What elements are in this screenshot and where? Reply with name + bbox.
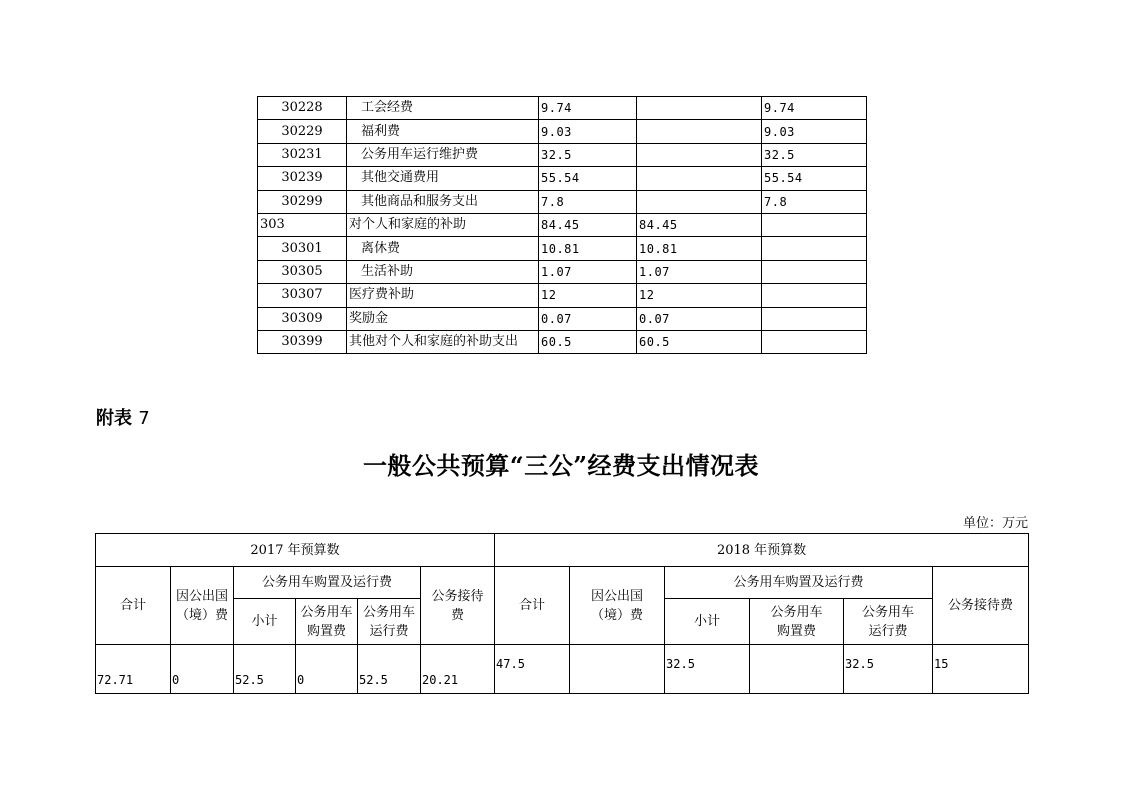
row-value-3: 32.5 (762, 143, 867, 166)
three-public-expenses-table (95, 533, 1029, 694)
header-2018-operation-line2: 运行费 (868, 623, 908, 639)
header-2018-subtotal: 小计 (665, 599, 750, 645)
header-2018-purchase (750, 599, 844, 645)
row-value-2: 1.07 (637, 260, 762, 283)
row-value-3: 7.8 (762, 190, 867, 213)
row-name: 工会经费 (347, 97, 539, 120)
table-row (258, 260, 867, 283)
table-row (258, 120, 867, 143)
row-code: 30299 (258, 190, 347, 213)
row-value-1: 84.45 (539, 213, 637, 236)
row-value-3 (762, 237, 867, 260)
header-2017-abroad-line2: （境）费 (175, 607, 228, 623)
row-value-3: 9.03 (762, 120, 867, 143)
row-name: 奖励金 (347, 307, 539, 330)
header-2018-abroad-line1: 因公出国 (591, 588, 644, 604)
value-2018-total: 47.5 (495, 645, 570, 694)
header-2018-reception: 公务接待费 (933, 567, 1029, 645)
header-2018-purchase-line1: 公务用车 (770, 604, 823, 620)
row-name: 其他交通费用 (347, 167, 539, 190)
row-value-2 (637, 143, 762, 166)
row-value-3 (762, 307, 867, 330)
header-2017-reception-line2: 费 (451, 607, 465, 623)
row-value-1: 9.03 (539, 120, 637, 143)
value-2018-operation: 32.5 (844, 645, 933, 694)
row-value-1: 0.07 (539, 307, 637, 330)
row-code: 30301 (258, 237, 347, 260)
header-2017-total: 合计 (96, 567, 171, 645)
row-code: 30229 (258, 120, 347, 143)
header-2018: 2018 年预算数 (495, 534, 1029, 567)
row-code: 30231 (258, 143, 347, 166)
row-value-2: 10.81 (637, 237, 762, 260)
annex-label (96, 404, 150, 430)
header-2018-abroad (570, 567, 665, 645)
header-2017-abroad-line1: 因公出国 (175, 588, 228, 604)
header-2017-abroad (171, 567, 234, 645)
page-title: 一般公共预算“三公”经费支出情况表 (362, 451, 760, 480)
row-name: 其他商品和服务支出 (347, 190, 539, 213)
header-2017-purchase (296, 599, 358, 645)
table-row (258, 213, 867, 236)
row-code: 30307 (258, 284, 347, 307)
header-2017-operation-line1: 公务用车 (362, 604, 415, 620)
row-value-2: 84.45 (637, 213, 762, 236)
row-value-2 (637, 190, 762, 213)
row-value-2: 60.5 (637, 330, 762, 353)
annex-number: 7 (138, 408, 150, 429)
row-name: 其他对个人和家庭的补助支出 (347, 330, 539, 353)
row-name: 公务用车运行维护费 (347, 143, 539, 166)
value-2017-reception: 20.21 (421, 645, 495, 694)
header-2017-vehicle: 公务用车购置及运行费 (234, 567, 421, 599)
row-value-1: 7.8 (539, 190, 637, 213)
header-2018-purchase-line2: 购置费 (777, 623, 817, 639)
value-2017-purchase: 0 (296, 645, 358, 694)
table-row (258, 167, 867, 190)
row-value-2: 12 (637, 284, 762, 307)
row-value-1: 60.5 (539, 330, 637, 353)
header-2017-subtotal: 小计 (234, 599, 296, 645)
expenditure-detail-table (257, 96, 867, 354)
header-2018-operation (844, 599, 933, 645)
row-name: 生活补助 (347, 260, 539, 283)
header-2017-operation (358, 599, 421, 645)
table-row (258, 143, 867, 166)
row-value-3: 9.74 (762, 97, 867, 120)
annex-text: 附表 (96, 408, 132, 429)
value-2017-abroad: 0 (171, 645, 234, 694)
row-value-1: 12 (539, 284, 637, 307)
value-2018-reception: 15 (933, 645, 1029, 694)
table-row (258, 284, 867, 307)
row-value-1: 32.5 (539, 143, 637, 166)
header-2017-reception (421, 567, 495, 645)
value-2017-total: 72.71 (96, 645, 171, 694)
row-code: 30228 (258, 97, 347, 120)
value-2018-subtotal: 32.5 (665, 645, 750, 694)
row-value-2 (637, 167, 762, 190)
row-code: 30239 (258, 167, 347, 190)
row-name: 对个人和家庭的补助 (347, 213, 539, 236)
row-value-3 (762, 213, 867, 236)
row-value-2: 0.07 (637, 307, 762, 330)
header-2017-purchase-line1: 公务用车 (300, 604, 353, 620)
row-value-2 (637, 120, 762, 143)
header-2018-total: 合计 (495, 567, 570, 645)
table-row (258, 307, 867, 330)
row-name: 医疗费补助 (347, 284, 539, 307)
row-value-1: 55.54 (539, 167, 637, 190)
row-value-3 (762, 330, 867, 353)
row-value-1: 10.81 (539, 237, 637, 260)
table-row (258, 330, 867, 353)
row-name: 离休费 (347, 237, 539, 260)
row-value-1: 1.07 (539, 260, 637, 283)
header-2018-abroad-line2: （境）费 (591, 607, 644, 623)
header-2018-operation-line1: 公务用车 (862, 604, 915, 620)
row-value-3 (762, 284, 867, 307)
unit-label: 单位：万元 (962, 516, 1028, 531)
value-2018-abroad (570, 645, 665, 694)
row-value-1: 9.74 (539, 97, 637, 120)
table-row (258, 190, 867, 213)
header-2017: 2017 年预算数 (96, 534, 495, 567)
row-name: 福利费 (347, 120, 539, 143)
value-2018-purchase (750, 645, 844, 694)
row-value-3 (762, 260, 867, 283)
row-code: 303 (258, 213, 347, 236)
header-2017-operation-line2: 运行费 (369, 623, 409, 639)
header-2018-vehicle: 公务用车购置及运行费 (665, 567, 933, 599)
header-2017-purchase-line2: 购置费 (306, 623, 346, 639)
row-value-2 (637, 97, 762, 120)
row-value-3: 55.54 (762, 167, 867, 190)
row-code: 30399 (258, 330, 347, 353)
row-code: 30305 (258, 260, 347, 283)
table-row (258, 97, 867, 120)
header-2017-reception-line1: 公务接待 (431, 588, 484, 604)
value-2017-operation: 52.5 (358, 645, 421, 694)
row-code: 30309 (258, 307, 347, 330)
table-row (258, 237, 867, 260)
value-2017-subtotal: 52.5 (234, 645, 296, 694)
